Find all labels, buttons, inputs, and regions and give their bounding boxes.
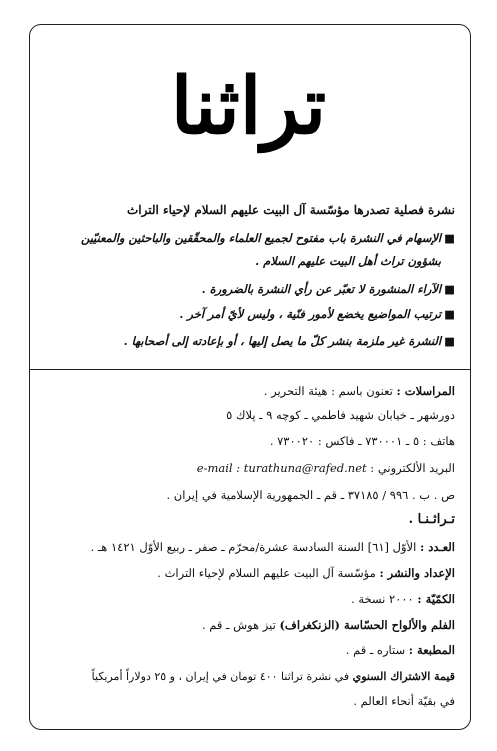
correspondence-line	[42, 383, 455, 399]
bullet-text: الإسهام في النشرة باب مفتوح لجميع العلماء والمحقّقين والباحثين والمعنيّين	[80, 231, 442, 245]
bullet-item	[42, 333, 455, 349]
masthead-logo: تراثنا	[170, 61, 327, 152]
subscription-line-continuation: في بقيّة أنحاء العالم .	[353, 694, 455, 708]
email-line	[42, 460, 455, 476]
bullet-square-icon: ■	[444, 282, 455, 296]
issue-label: العـدد :	[419, 540, 455, 554]
address-line: دورشهر ـ خيابان شهيد فاطمي ـ كوچه ٩ ـ پلاك ٥	[226, 408, 455, 422]
subscription-line	[42, 669, 455, 685]
publisher-line	[42, 565, 455, 581]
quantity-label: الكمّيّة :	[417, 592, 455, 606]
phone-line: هاتف : ٥ ـ ٧٣٠٠٠١ ـ فاكس : ٧٣٠٠٢٠ .	[269, 434, 455, 448]
correspondence-value: تعنون باسم : هيئة التحرير .	[263, 384, 393, 398]
subtitle: نشرة فصلية تصدرها مؤسّسة آل البيت عليهم السلام لإحياء التراث	[126, 203, 455, 217]
bullet-item	[42, 230, 455, 246]
subscription-value: في نشرة تراثنا ٤٠٠ تومان في إيران ، و ٢٥ دولاراً أمريكياً	[91, 670, 350, 683]
quantity-value: ٢٠٠٠ نسخة .	[351, 592, 414, 606]
press-label: المطبعة :	[408, 643, 455, 657]
bullet-item-continuation: بشؤون تراث أهل البيت عليهم السلام .	[255, 254, 441, 268]
publisher-value: مؤسّسة آل البيت عليهم السلام لإحياء التراث .	[157, 566, 376, 580]
subscription-label: قيمة الاشتراك السنوي	[352, 670, 455, 683]
film-label: الفلم والألواح الحسّاسة (الزنكغراف)	[279, 618, 455, 632]
press-value: ستاره ـ قم .	[345, 643, 406, 657]
email-value: e-mail : turathuna@rafed.net	[196, 461, 367, 475]
bullet-text: ترتيب المواضيع يخضع لأمور فنّية ، وليس لأيّ أمر آخر .	[179, 307, 442, 321]
bullet-item	[42, 306, 455, 322]
bullet-text: النشرة غير ملزمة بنشر كلّ ما يصل إليها ، أو بإعادته إلى أصحابها .	[123, 334, 442, 348]
bullet-item	[42, 281, 455, 297]
film-line	[42, 617, 455, 633]
bullet-square-icon: ■	[444, 307, 455, 321]
bullet-text: الآراء المنشورة لا تعبّر عن رأي النشرة بالضرورة .	[201, 282, 442, 296]
issue-line	[42, 539, 455, 555]
press-line	[42, 642, 455, 658]
pobox-line: ص . ب . ٩٩٦ / ٣٧١٨٥ ـ قم ـ الجمهورية الإسلامية في إيران .	[166, 488, 455, 502]
publication-title: تـراثـنـا .	[408, 512, 455, 527]
issue-value: الأوّل [٦١] السنة السادسة عشرة/محرّم ـ صفر ـ ربيع الأوّل ١٤٢١ هـ .	[90, 540, 417, 554]
bullet-square-icon: ■	[444, 334, 455, 348]
publisher-label: الإعداد والنشر :	[379, 566, 455, 580]
email-label: البريد الألكتروني :	[370, 461, 455, 475]
film-value: تيز هوش ـ قم .	[201, 618, 276, 632]
section-divider	[30, 369, 470, 370]
bullet-square-icon: ■	[444, 231, 455, 245]
quantity-line	[42, 591, 455, 607]
correspondence-label: المراسلات :	[396, 384, 455, 398]
